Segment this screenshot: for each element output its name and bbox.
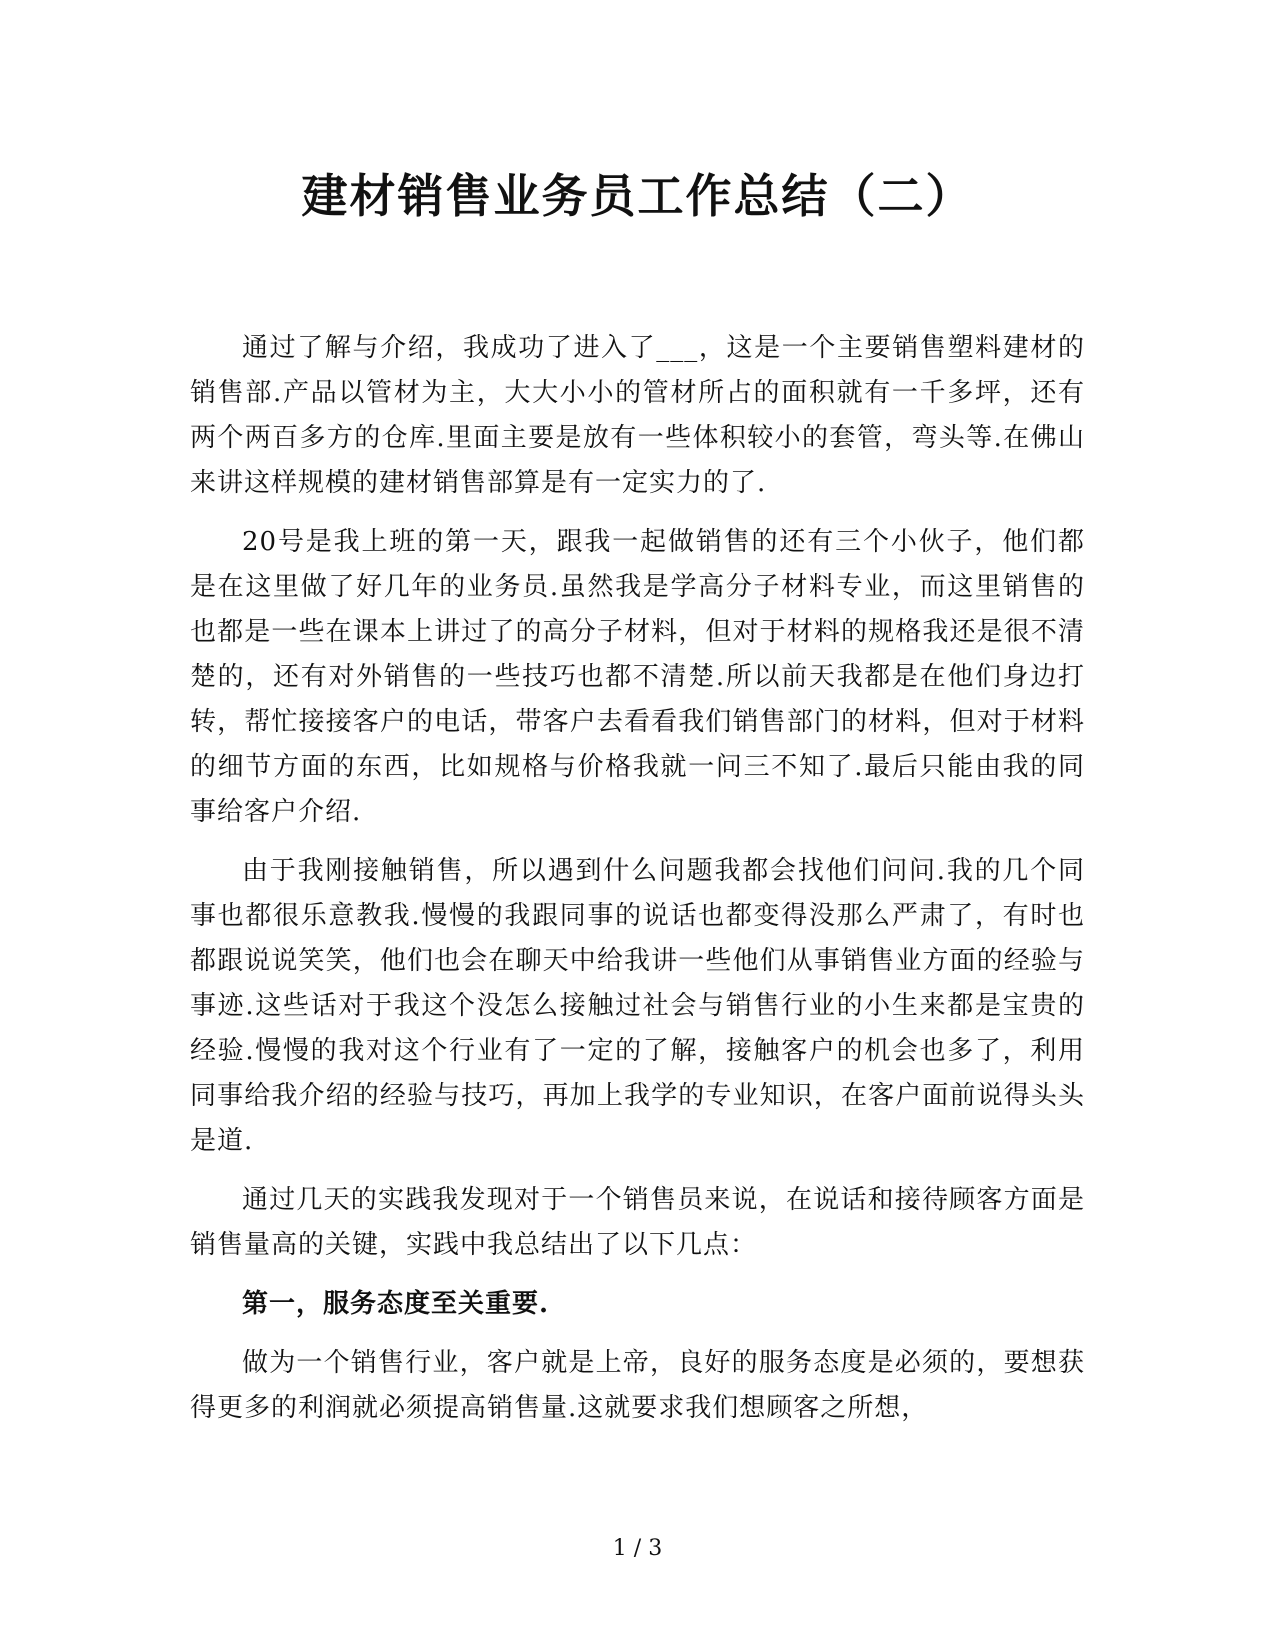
- section-heading-service-attitude: 第一，服务态度至关重要.: [242, 1289, 550, 1319]
- paragraph-intro: 通过了解与介绍，我成功了进入了___，这是一个主要销售塑料建材的销售部.产品以管材为主，大大小小的管材所占的面积就有一千多坪，还有两个两百多方的仓库.里面主要是放有一些体积较小的套管，弯头等.在佛山来讲这样规模的建材销售部算是有一定实力的了.: [190, 333, 1085, 498]
- document-title: 建材销售业务员工作总结（二）: [301, 169, 974, 223]
- paragraph-summary-points: 通过几天的实践我发现对于一个销售员来说，在说话和接待顾客方面是销售量高的关键，实践中我总结出了以下几点：: [190, 1185, 1085, 1260]
- document-body: [190, 326, 1085, 1445]
- paragraph-first-day: 20号是我上班的第一天，跟我一起做销售的还有三个小伙子，他们都是在这里做了好几年的业务员.虽然我是学高分子材料专业，而这里销售的也都是一些在课本上讲过了的高分子材料，但对于材料的规格我还是很不清楚的，还有对外销售的一些技巧也都不清楚.所以前天我都是在他们身边打转，帮忙接接客户的电话，带客户去看看我们销售部门的材料，但对于材料的细节方面的东西，比如规格与价格我就一问三不知了.最后只能由我的同事给客户介绍.: [190, 527, 1085, 827]
- page-number: 1 / 3: [612, 1536, 663, 1561]
- paragraph-learning: 由于我刚接触销售，所以遇到什么问题我都会找他们问问.我的几个同事也都很乐意教我.慢慢的我跟同事的说话也都变得没那么严肃了，有时也都跟说说笑笑，他们也会在聊天中给我讲一些他们从事销售业方面的经验与事迹.这些话对于我这个没怎么接触过社会与销售行业的小生来都是宝贵的经验.慢慢的我对这个行业有了一定的了解，接触客户的机会也多了，利用同事给我介绍的经验与技巧，再加上我学的专业知识，在客户面前说得头头是道.: [190, 856, 1085, 1156]
- paragraph-service-attitude: 做为一个销售行业，客户就是上帝，良好的服务态度是必须的，要想获得更多的利润就必须提高销售量.这就要求我们想顾客之所想，: [190, 1348, 1085, 1423]
